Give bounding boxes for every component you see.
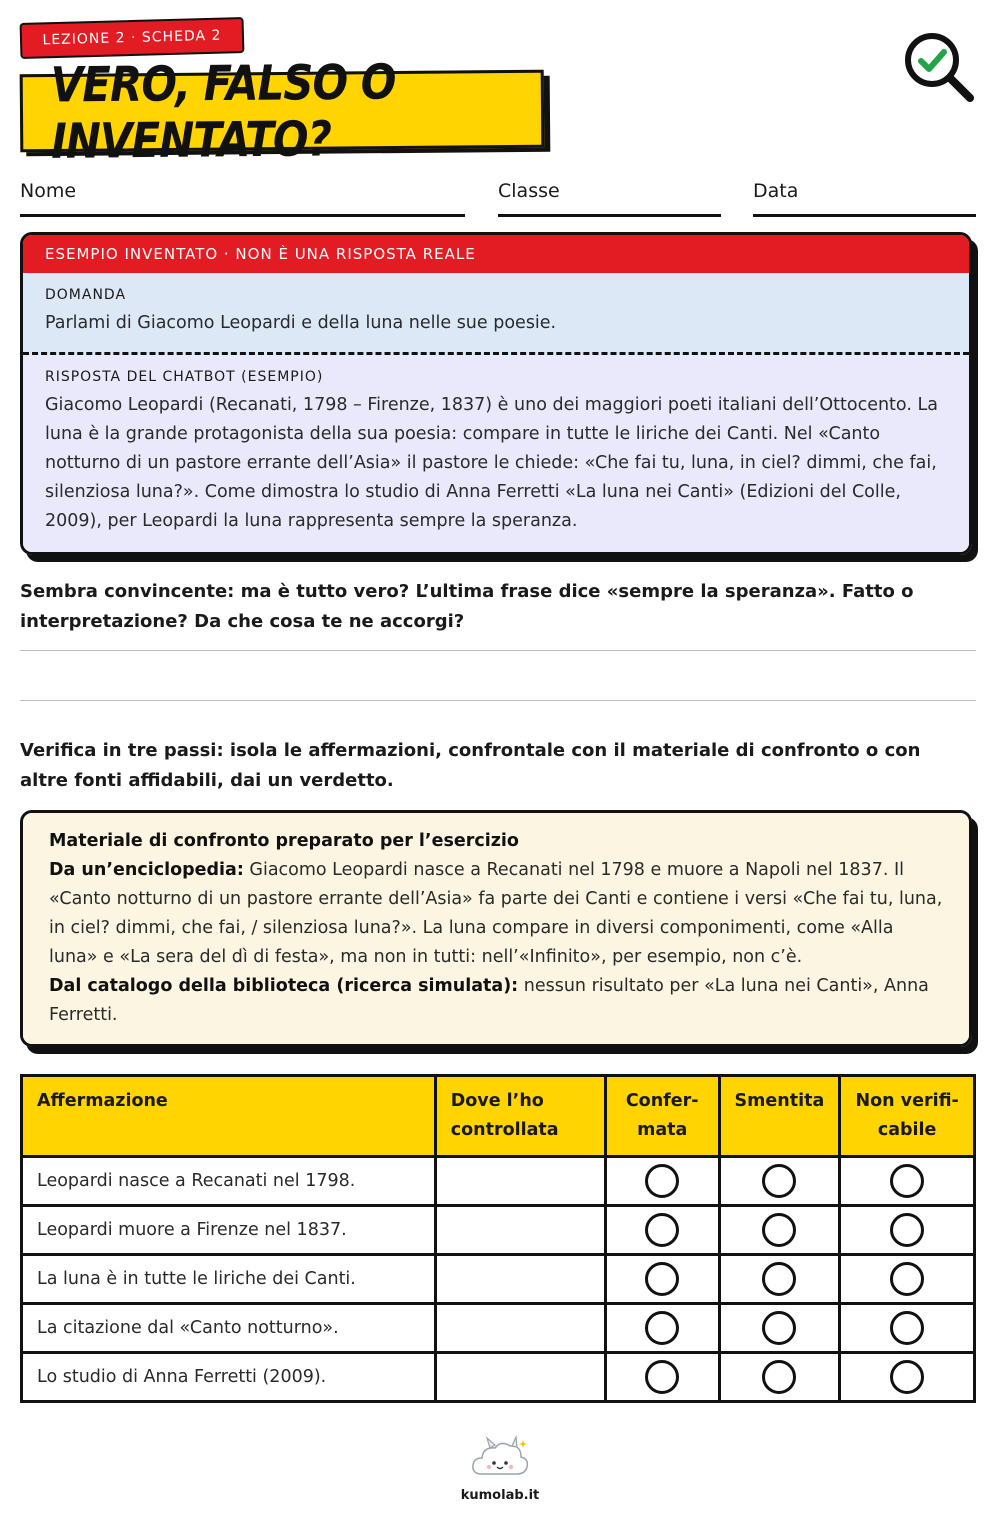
- confirmed-radio[interactable]: [645, 1311, 679, 1345]
- confirmed-radio[interactable]: [645, 1360, 679, 1394]
- example-banner: ESEMPIO INVENTATO · NON È UNA RISPOSTA REALE: [23, 235, 969, 273]
- page-title: VERO, FALSO O INVENTATO?: [20, 70, 545, 153]
- reference-title: Materiale di confronto preparato per l’esercizio: [49, 831, 519, 851]
- confirmed-radio[interactable]: [645, 1164, 679, 1198]
- refuted-radio[interactable]: [762, 1164, 796, 1198]
- where-checked-cell[interactable]: [435, 1304, 605, 1353]
- refuted-radio[interactable]: [762, 1213, 796, 1247]
- table-row: [22, 1255, 975, 1304]
- question-block: [23, 273, 969, 355]
- unverifiable-radio[interactable]: [890, 1311, 924, 1345]
- footer: [440, 1434, 560, 1503]
- verification-table: [20, 1074, 976, 1403]
- catalog-label: Dal catalogo della biblioteca (ricerca simulata):: [49, 976, 519, 996]
- table-row: [22, 1206, 975, 1255]
- where-checked-cell[interactable]: [435, 1157, 605, 1206]
- prompt-question: Sembra convincente: ma è tutto vero? L’ultima frase dice «sempre la speranza». Fatto o interpretazione? Da che cosa te ne accorgi?: [20, 581, 914, 632]
- encyclopedia-label: Da un’enciclopedia:: [49, 860, 244, 880]
- unverifiable-radio[interactable]: [890, 1213, 924, 1247]
- claim-cell: Leopardi nasce a Recanati nel 1798.: [22, 1157, 436, 1206]
- refuted-radio[interactable]: [762, 1360, 796, 1394]
- answer-block: [23, 355, 969, 552]
- name-field[interactable]: Nome: [20, 180, 465, 217]
- where-checked-cell[interactable]: [435, 1353, 605, 1402]
- prompt-instructions: Verifica in tre passi: isola le affermazioni, confrontale con il materiale di confronto o con altre fonti affidabili, dai un verdetto.: [20, 740, 921, 791]
- header-where-checked: Dove l’ho controllata: [435, 1076, 605, 1157]
- header-refuted: Smentita: [719, 1076, 840, 1157]
- claim-cell: La citazione dal «Canto notturno».: [22, 1304, 436, 1353]
- encyclopedia-text: Giacomo Leopardi nasce a Recanati nel 1798 e muore a Napoli nel 1837. Il «Canto notturno di un pastore errante dell’Asia» fa parte dei Canti e contiene i versi «Che fai tu, luna, in ciel? dimmi, che fai, / silenziosa luna?». La luna compare in diversi componimenti, come «Alla luna» e «La sera del dì di festa», ma non in tutti: nell’«Infinito», per esempio, non c’è.: [49, 860, 943, 967]
- confirmed-radio[interactable]: [645, 1262, 679, 1296]
- refuted-radio[interactable]: [762, 1262, 796, 1296]
- refuted-radio[interactable]: [762, 1311, 796, 1345]
- header-claim: Affermazione: [22, 1076, 436, 1157]
- magnifier-check-icon: [900, 28, 980, 108]
- header-unverifiable: Non verifi-cabile: [840, 1076, 975, 1157]
- table-header-row: [22, 1076, 975, 1157]
- catalog-text: nessun risultato per «La luna nei Canti», Anna Ferretti.: [49, 976, 929, 1025]
- unverifiable-radio[interactable]: [890, 1262, 924, 1296]
- unverifiable-radio[interactable]: [890, 1360, 924, 1394]
- example-card: [20, 232, 972, 555]
- where-checked-cell[interactable]: [435, 1255, 605, 1304]
- answer-label: RISPOSTA DEL CHATBOT (ESEMPIO): [45, 369, 324, 385]
- reference-card: [20, 810, 972, 1047]
- cloud-mascot-icon: [468, 1434, 532, 1482]
- class-field[interactable]: Classe: [498, 180, 721, 217]
- claim-cell: Leopardi muore a Firenze nel 1837.: [22, 1206, 436, 1255]
- question-text: Parlami di Giacomo Leopardi e della luna nelle sue poesie.: [45, 313, 557, 333]
- table-row: [22, 1157, 975, 1206]
- claim-cell: Lo studio di Anna Ferretti (2009).: [22, 1353, 436, 1402]
- table-row: [22, 1353, 975, 1402]
- where-checked-cell[interactable]: [435, 1206, 605, 1255]
- table-row: [22, 1304, 975, 1353]
- answer-line-2[interactable]: [20, 700, 976, 701]
- date-field[interactable]: Data: [753, 180, 976, 217]
- claim-cell: La luna è in tutte le liriche dei Canti.: [22, 1255, 436, 1304]
- question-label: DOMANDA: [45, 287, 127, 303]
- student-fields: [20, 180, 976, 220]
- header-confirmed: Confer-mata: [605, 1076, 719, 1157]
- brand-name: kumolab.it: [460, 1488, 540, 1503]
- unverifiable-radio[interactable]: [890, 1164, 924, 1198]
- confirmed-radio[interactable]: [645, 1213, 679, 1247]
- lesson-tag: LEZIONE 2 · SCHEDA 2: [20, 17, 245, 59]
- answer-text: Giacomo Leopardi (Recanati, 1798 – Firenze, 1837) è uno dei maggiori poeti italiani dell’Ottocento. La luna è la grande protagonista della sua poesia: compare in tutte le liriche dei Canti. Nel «Canto notturno di un pastore errante dell’Asia» il pastore le chiede: «Che fai tu, luna, in ciel? dimmi, che fai, silenziosa luna?». Come dimostra lo studio di Anna Ferretti «La luna nei Canti» (Edizioni del Colle, 2009), per Leopardi la luna rappresenta sempre la speranza.: [45, 395, 938, 531]
- reference-text: [23, 813, 969, 1044]
- answer-line-1[interactable]: [20, 650, 976, 651]
